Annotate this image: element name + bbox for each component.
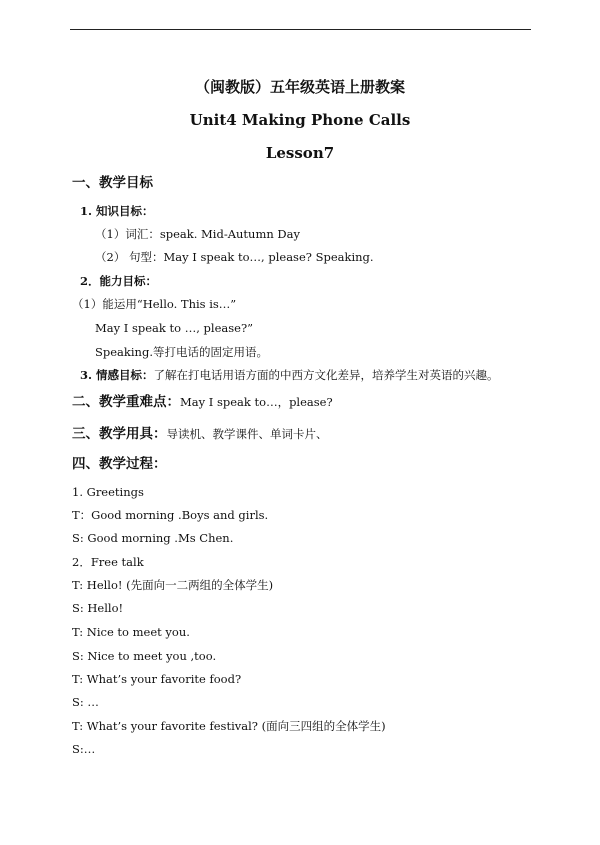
process-line: S: Hello!	[72, 601, 124, 615]
emotion-objectives-heading: 3. 情感目标：	[80, 368, 154, 382]
emotion-objectives-text: 了解在打电话用语方面的中西方文化差异，培养学生对英语的兴趣。	[153, 368, 499, 382]
process-line: S:…	[72, 742, 96, 756]
knowledge-objectives-heading: 1. 知识目标：	[80, 204, 154, 218]
process-line: S: Nice to meet you ,too.	[72, 649, 217, 663]
key-points-row	[72, 395, 333, 409]
ability-line-3: Speaking.等打电话的固定用语。	[95, 345, 268, 359]
process-line: T: What’s your favorite food?	[72, 672, 242, 686]
process-line: 2．Free talk	[72, 555, 144, 569]
ability-line-2: May I speak to …, please?”	[95, 321, 253, 335]
lesson-title: Lesson7	[265, 144, 335, 162]
unit-title: Unit4 Making Phone Calls	[189, 111, 411, 129]
emotion-objectives-row	[80, 368, 499, 382]
section-objectives-heading: 一、教学目标	[72, 175, 153, 191]
teaching-aids-heading: 三、教学用具：	[72, 426, 167, 442]
document-title: （闽教版）五年级英语上册教案	[194, 78, 405, 96]
process-line: T: What’s your favorite festival? (面向三四组的全体学生)	[72, 719, 386, 733]
teaching-process-heading: 四、教学过程：	[72, 456, 167, 472]
ability-objectives-heading: 2．能力目标：	[80, 274, 158, 288]
teaching-aids-text: 导读机、教学课件、单词卡片、	[166, 427, 328, 441]
key-points-text: May I speak to…，please?	[180, 395, 333, 409]
ability-line-1: （1）能运用“Hello. This is…”	[72, 297, 237, 311]
teaching-aids-row	[72, 427, 328, 441]
process-line: T: Nice to meet you.	[72, 625, 190, 639]
process-line: T：Good morning .Boys and girls.	[72, 508, 269, 522]
process-line: T: Hello! (先面向一二两组的全体学生)	[72, 578, 274, 592]
header-rule	[70, 29, 531, 30]
process-line: S: Good morning .Ms Chen.	[72, 531, 234, 545]
process-line: S: …	[72, 695, 99, 709]
process-line: 1. Greetings	[72, 485, 144, 499]
vocab-line: （1）词汇：speak. Mid-Autumn Day	[95, 227, 301, 241]
key-points-heading: 二、教学重难点：	[72, 394, 180, 410]
sentence-pattern-line: （2） 句型：May I speak to…, please? Speaking.	[95, 250, 374, 264]
